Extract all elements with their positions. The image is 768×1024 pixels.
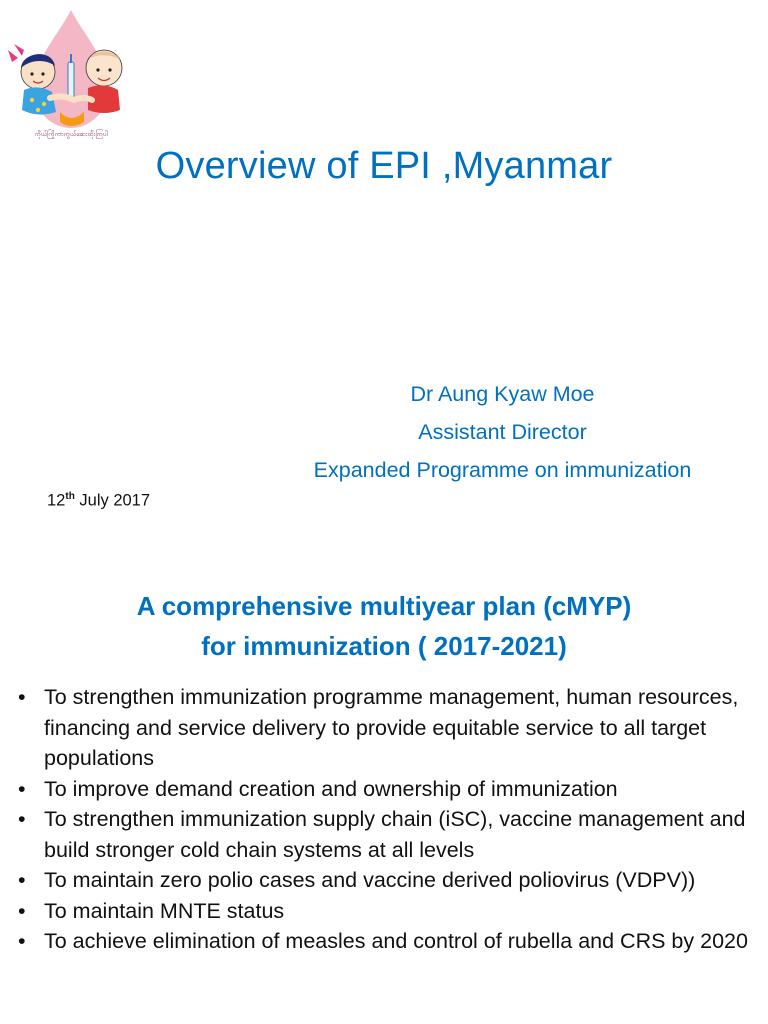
presenter-name: Dr Aung Kyaw Moe [410, 382, 595, 406]
date-month-year: July 2017 [74, 491, 151, 510]
list-item-text: To achieve elimination of measles and control of rubella and CRS by 2020 [44, 929, 748, 953]
objectives-list [18, 682, 758, 957]
presenter-organization: Expanded Programme on immunization [313, 458, 692, 482]
presentation-title: Overview of EPI ,Myanmar [155, 145, 613, 187]
list-item-text: To strengthen immunization programme management, human resources, financing and service delivery to provide equitable service to all target populations [44, 685, 739, 770]
bullet-icon: • [18, 807, 26, 831]
bullet-icon: • [18, 929, 26, 953]
list-item-text: To strengthen immunization supply chain (iSC), vaccine management and build stronger cold chain systems at all levels [44, 807, 746, 862]
presenter-role: Assistant Director [418, 420, 587, 444]
slide-title-line-1: A comprehensive multiyear plan (cMYP) [136, 591, 632, 621]
presenter-block [250, 375, 755, 489]
bullet-icon: • [18, 685, 26, 709]
date-day: 12 [47, 491, 66, 510]
list-item [18, 682, 758, 774]
list-item [18, 804, 758, 865]
logo-caption: ကိုယ်ကြိုကာကွယ်ဆေးထိုးကြပါ [34, 130, 108, 138]
bullet-icon: • [18, 898, 26, 923]
list-item [18, 774, 758, 805]
list-item [18, 865, 758, 896]
list-item-text: To maintain MNTE status [44, 898, 285, 923]
presentation-date [47, 491, 150, 511]
list-item-text: To improve demand creation and ownership of immunization [44, 776, 618, 801]
bullet-icon: • [18, 776, 26, 801]
list-item-text: To maintain zero polio cases and vaccine derived poliovirus (VDPV)) [44, 868, 696, 892]
slide-title-line-2: for immunization ( 2017-2021) [201, 631, 567, 661]
epi-logo [4, 4, 138, 140]
slide-title [0, 586, 768, 666]
bullet-icon: • [18, 868, 26, 892]
list-item [18, 926, 758, 957]
date-ordinal-suffix: th [65, 491, 75, 502]
slide-2 [0, 556, 768, 1024]
list-item [18, 896, 758, 927]
